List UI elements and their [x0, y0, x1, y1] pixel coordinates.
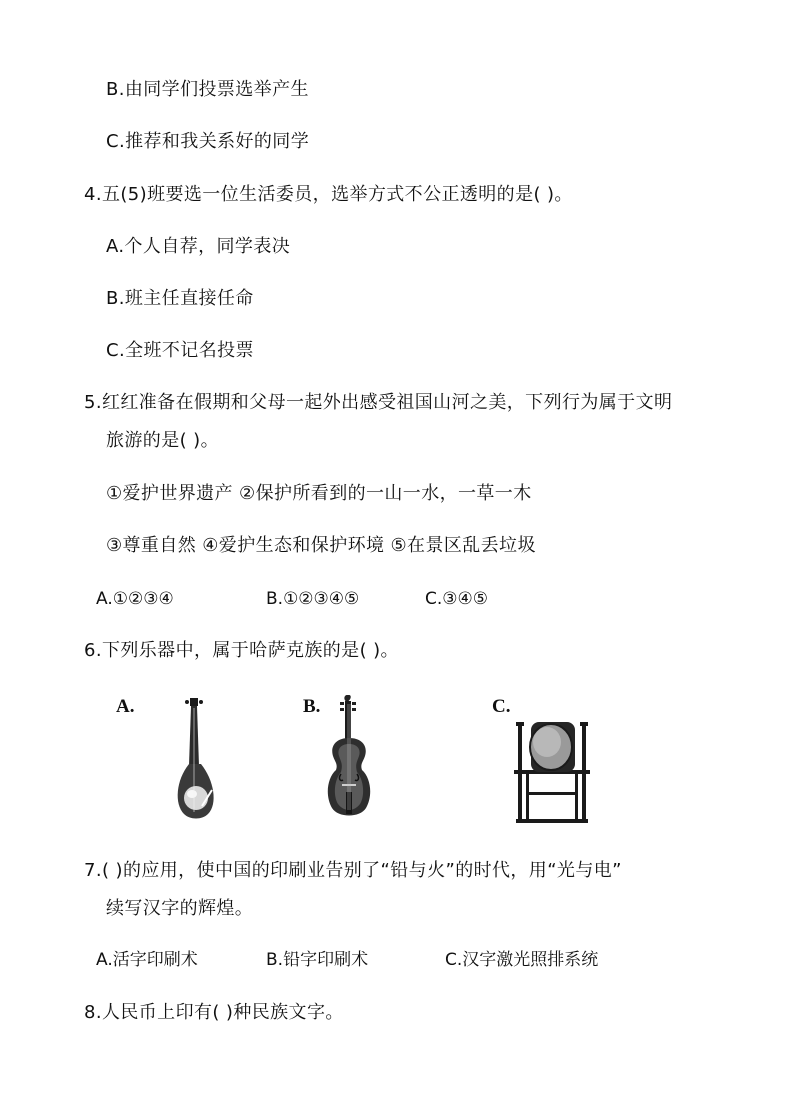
q3-option-c: C.推荐和我关系好的同学 [106, 131, 310, 152]
q7-option-a: A.活字印刷术 [96, 950, 198, 970]
q7-option-b: B.铅字印刷术 [266, 950, 369, 970]
q5-statements-1: ①爱护世界遗产 ②保护所看到的一山一水，一草一木 [106, 483, 532, 504]
violin-icon [322, 692, 376, 824]
q5-statements-2: ③尊重自然 ④爱护生态和保护环境 ⑤在景区乱丢垃圾 [106, 535, 536, 556]
question-5-line-2: 旅游的是( )。 [106, 430, 219, 451]
dombra-icon [172, 694, 224, 822]
question-7-line-2: 续写汉字的辉煌。 [106, 898, 254, 919]
question-8: 8.人民币上印有( )种民族文字。 [84, 1002, 344, 1023]
q5-option-c: C.③④⑤ [425, 589, 488, 609]
question-4: 4.五(5)班要选一位生活委员，选举方式不公正透明的是( )。 [84, 184, 573, 205]
q4-option-b: B.班主任直接任命 [106, 288, 254, 309]
question-6: 6.下列乐器中，属于哈萨克族的是( )。 [84, 640, 399, 661]
q6-option-a-label: A. [116, 696, 135, 717]
drum-on-stand-icon [512, 716, 592, 826]
q5-option-b: B.①②③④⑤ [266, 589, 360, 609]
q3-option-b: B.由同学们投票选举产生 [106, 79, 309, 100]
q5-option-a: A.①②③④ [96, 589, 174, 609]
question-5-line-1: 5.红红准备在假期和父母一起外出感受祖国山河之美，下列行为属于文明 [84, 392, 673, 413]
q6-option-b-label: B. [303, 696, 321, 717]
q4-option-c: C.全班不记名投票 [106, 340, 254, 361]
q7-option-c: C.汉字激光照排系统 [445, 950, 599, 970]
q4-option-a: A.个人自荐，同学表决 [106, 236, 291, 257]
question-7-line-1: 7.( )的应用，使中国的印刷业告别了“铅与火”的时代，用“光与电” [84, 860, 622, 881]
q6-option-c-label: C. [492, 696, 511, 717]
